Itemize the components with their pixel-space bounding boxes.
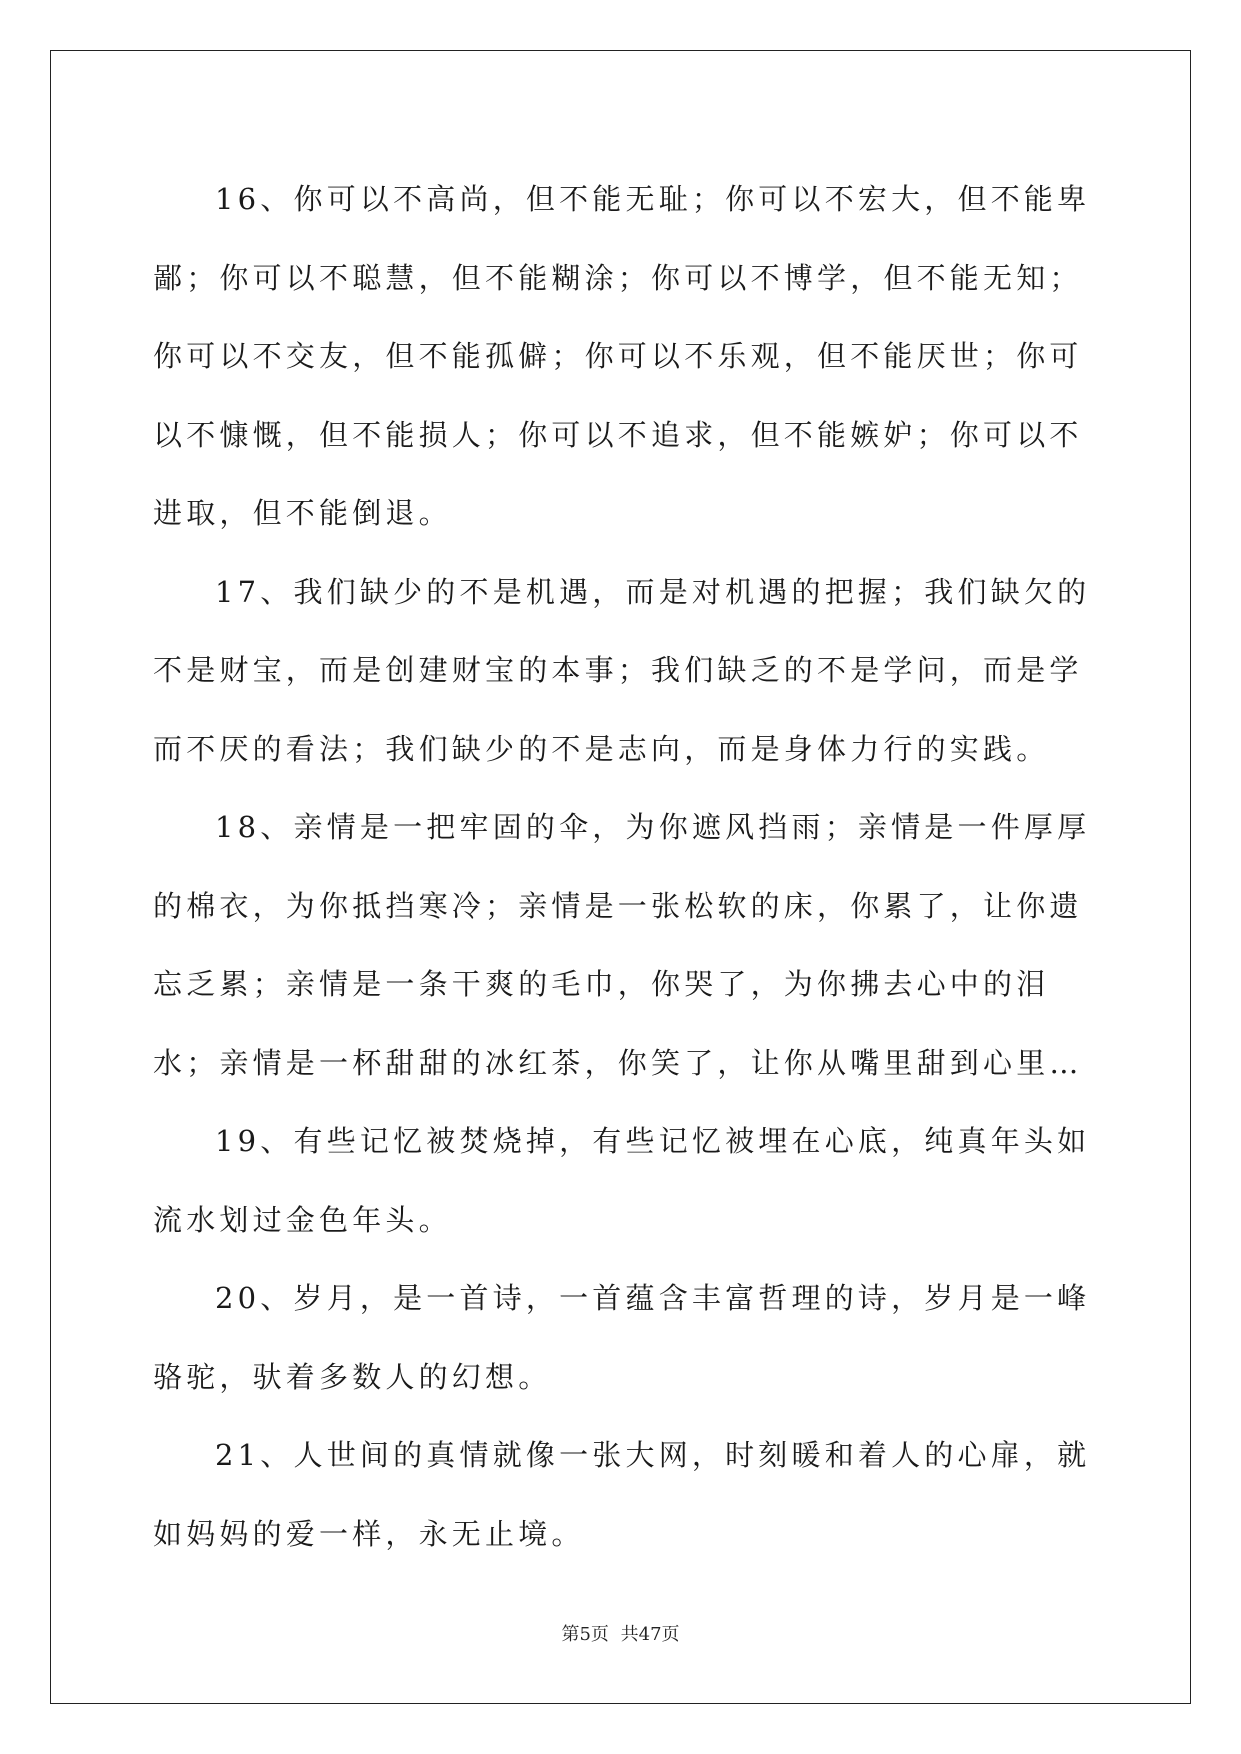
page-footer [0, 1620, 1241, 1646]
paragraph-20: 20、岁月，是一首诗，一首蕴含丰富哲理的诗，岁月是一峰骆驼，驮着多数人的幻想。 [153, 1281, 1091, 1394]
document-body [153, 160, 1095, 1573]
paragraph-18: 18、亲情是一把牢固的伞，为你遮风挡雨；亲情是一件厚厚的棉衣，为你抵挡寒冷；亲情是一张松软的床，你累了，让你遗忘乏累；亲情是一条干爽的毛巾，你哭了，为你拂去心中的泪水；亲情是一杯甜甜的冰红茶，你笑了，让你从嘴里甜到心里… [153, 810, 1091, 1080]
paragraph-17: 17、我们缺少的不是机遇，而是对机遇的把握；我们缺欠的不是财宝，而是创建财宝的本事；我们缺乏的不是学问，而是学而不厌的看法；我们缺少的不是志向，而是身体力行的实践。 [153, 574, 1091, 766]
paragraph-21: 21、人世间的真情就像一张大网，时刻暖和着人的心扉，就如妈妈的爱一样，永无止境。 [153, 1438, 1091, 1551]
paragraph-19: 19、有些记忆被焚烧掉，有些记忆被埋在心底，纯真年头如流水划过金色年头。 [153, 1124, 1091, 1237]
current-page-number: 第5页 [561, 1624, 609, 1645]
total-pages: 共47页 [620, 1624, 680, 1645]
paragraph-16: 16、你可以不高尚，但不能无耻；你可以不宏大，但不能卑鄙；你可以不聪慧，但不能糊涂；你可以不博学，但不能无知；你可以不交友，但不能孤僻；你可以不乐观，但不能厌世；你可以不慷慨，但不能损人；你可以不追求，但不能嫉妒；你可以不进取，但不能倒退。 [153, 182, 1091, 530]
